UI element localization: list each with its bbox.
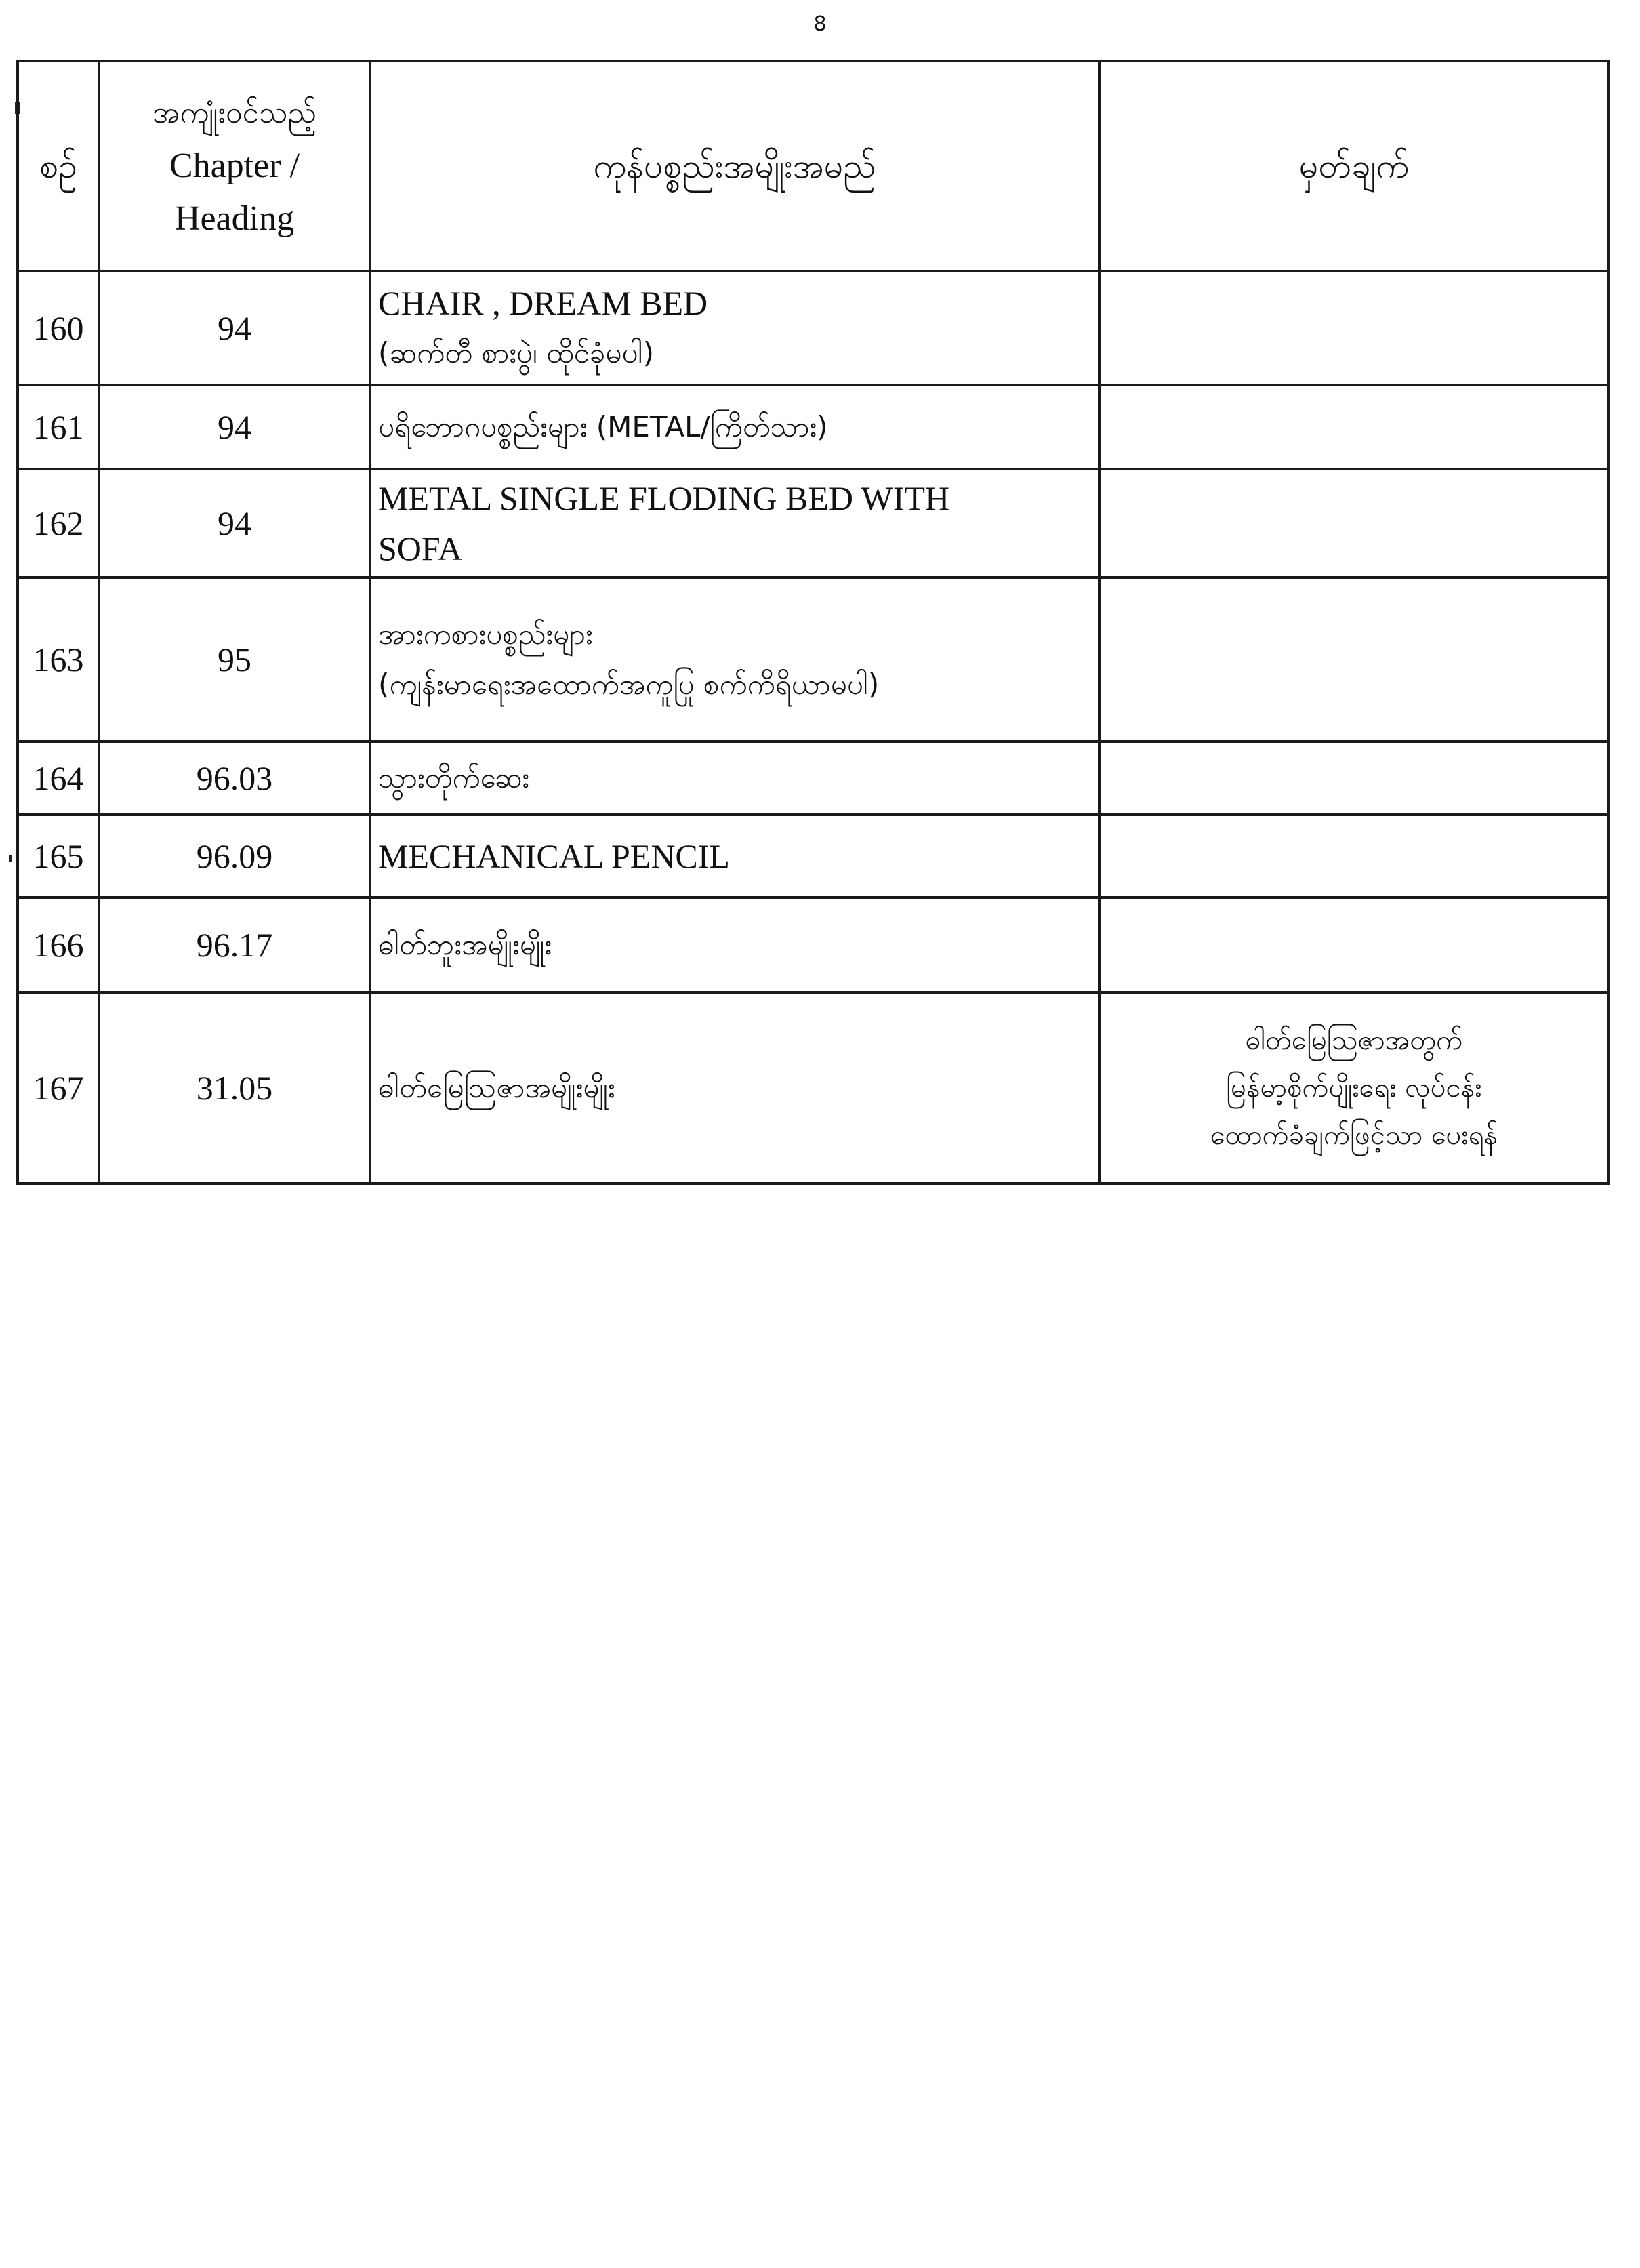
table-row [18, 385, 1609, 469]
goods-name-line: (ကျန်းမာရေးအထောက်အကူပြု စက်ကိရိယာမပါ) [378, 668, 880, 701]
cell-chapter-code: 94 [99, 385, 370, 469]
goods-name-line: (ဆက်တီ စားပွဲ၊ ထိုင်ခုံမပါ) [378, 336, 654, 369]
cell-serial-no: 160 [18, 271, 99, 385]
cell-chapter-code: 94 [99, 469, 370, 578]
goods-name-line: သွားတိုက်ဆေး [378, 761, 529, 794]
goods-name-line: MECHANICAL PENCIL [378, 837, 730, 875]
cell-goods-name [370, 992, 1099, 1183]
cell-serial-no: 164 [18, 742, 99, 815]
cell-chapter-code: 31.05 [99, 992, 370, 1183]
remark-line: ဓါတ်မြေသြဇာအတွက် [1245, 1025, 1463, 1056]
cell-remark [1099, 469, 1609, 578]
cell-goods-name [370, 385, 1099, 469]
goods-name-line: SOFA [378, 529, 463, 567]
cell-goods-name [370, 271, 1099, 385]
header-chapter [99, 61, 370, 271]
table-row [18, 815, 1609, 897]
cell-remark [1099, 897, 1609, 992]
cell-serial-no: 165 [18, 815, 99, 897]
cell-chapter-code: 96.09 [99, 815, 370, 897]
header-chapter-en-1: Chapter / [169, 146, 300, 185]
cell-remark [1099, 815, 1609, 897]
cell-remark [1099, 578, 1609, 742]
goods-name-line: ပရိဘောဂပစ္စည်းများ (METAL/ကြိတ်သား) [378, 410, 828, 443]
cell-serial-no: 166 [18, 897, 99, 992]
goods-name-line: ဓါတ်မြေသြဇာအမျိုးမျိုး [378, 1071, 615, 1104]
goods-name-line: ဓါတ်ဘူးအမျိုးမျိုး [378, 928, 552, 961]
cell-goods-name [370, 469, 1099, 578]
header-chapter-mm: အကျုံးဝင်သည့် [152, 96, 317, 130]
cell-goods-name [370, 578, 1099, 742]
cell-chapter-code: 94 [99, 271, 370, 385]
header-goods-name: ကုန်ပစ္စည်းအမျိုးအမည် [370, 61, 1099, 271]
remark-line: မြန်မာ့စိုက်ပျိုးရေး လုပ်ငန်း [1226, 1072, 1482, 1103]
goods-name-line: CHAIR , DREAM BED [378, 284, 708, 322]
cell-remark [1099, 385, 1609, 469]
cell-chapter-code: 96.17 [99, 897, 370, 992]
cell-goods-name [370, 742, 1099, 815]
cell-goods-name [370, 897, 1099, 992]
cell-serial-no: 162 [18, 469, 99, 578]
cell-remark [1099, 992, 1609, 1183]
cell-goods-name [370, 815, 1099, 897]
header-serial-no: စဉ် [18, 61, 99, 271]
goods-name-line: အားကစားပစ္စည်းများ [378, 617, 593, 651]
table-row [18, 578, 1609, 742]
goods-name-line: METAL SINGLE FLODING BED WITH [378, 479, 950, 517]
page-number: 8 [813, 12, 827, 36]
cell-chapter-code: 95 [99, 578, 370, 742]
cell-remark [1099, 742, 1609, 815]
goods-table [16, 60, 1610, 1185]
cell-serial-no: 167 [18, 992, 99, 1183]
table-row [18, 742, 1609, 815]
cell-chapter-code: 96.03 [99, 742, 370, 815]
table-header-row [18, 61, 1609, 271]
header-chapter-en-2: Heading [174, 199, 295, 238]
table-row [18, 469, 1609, 578]
remark-line: ထောက်ခံချက်ဖြင့်သာ ပေးရန် [1210, 1120, 1498, 1151]
scan-mark [9, 855, 12, 862]
cell-serial-no: 161 [18, 385, 99, 469]
cell-serial-no: 163 [18, 578, 99, 742]
table-row [18, 897, 1609, 992]
header-remark: မှတ်ချက် [1099, 61, 1609, 271]
table-row [18, 992, 1609, 1183]
table-row [18, 271, 1609, 385]
cell-remark [1099, 271, 1609, 385]
